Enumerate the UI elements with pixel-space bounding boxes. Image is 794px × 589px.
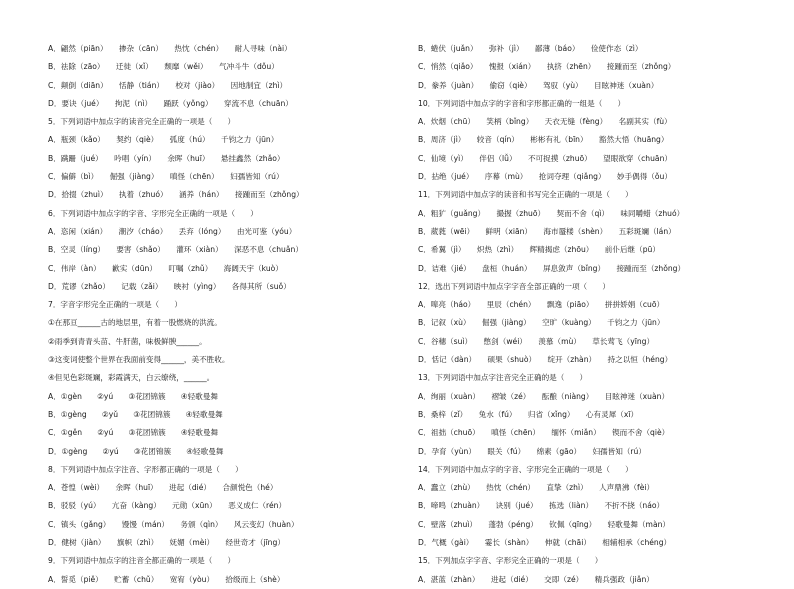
right-column-line: 15．下列加点字字音、字形完全正确的一项是（ ）	[418, 556, 603, 566]
right-column	[418, 40, 774, 589]
left-column-line: 5．下列词语中加点字的读音完全正确的一项是（ ）	[48, 117, 236, 127]
left-column-line: C．伟岸（àn） 歉实（dūn） 叮嘱（zhǔ） 海阔天宇（kuò）	[48, 263, 283, 273]
left-column-line: D．①gèng ②yú ③花团锦簇 ④轻歌曼舞	[48, 446, 224, 456]
left-column-line: D．拾掇（zhuì） 执着（zhuó） 涵养（hán） 接踵而至（zhǒng）	[48, 190, 304, 200]
right-column-line: D．孕育（yùn） 眼关（fú） 绵素（gāo） 妇孺皆知（rú）	[418, 446, 646, 456]
left-column-line: A．翩然（piān） 掺杂（cān） 热忱（chén） 耐人寻味（nài）	[48, 44, 292, 53]
right-column-line: C．祖拙（chuō） 嗔怪（chēn） 缅怀（miǎn） 锲而不舍（qiè）	[418, 428, 670, 438]
left-column-line: ①在那亘______古的地层里，有着一股燃烧的洪流。	[48, 318, 222, 328]
left-column-line: C．颠倒（diān） 恬静（tián） 校对（jiào） 因地制宜（zhì）	[48, 80, 288, 90]
right-column-line: 13．下列词语中加点字注音完全正确的是（ ）	[418, 373, 588, 383]
right-column-line: C．悄然（qiǎo） 愧报（xián） 执挤（zhēn） 接踵而至（zhǒng）	[418, 62, 676, 72]
left-column-line: A．①gèn ②yú ③花团锦簇 ④轻歌曼舞	[48, 391, 218, 401]
left-column-line: C．①gěn ②yú ③花团锦簇 ④轻歌曼舞	[48, 428, 219, 438]
right-column-line: D．拈绝（jué） 序幕（mù） 抢词夺理（qiǎng） 妙手偶得（ǒu）	[418, 172, 672, 182]
right-column-line: A．粗犷（guǎng） 撮握（zhuō） 契而不舍（qì） 味同嚼蜡（zhuó）	[418, 208, 685, 218]
right-column-line: A．蠢立（zhù） 热忱（chén） 直挚（zhì） 人声鼎沸（fèi）	[418, 483, 655, 493]
right-column-line: 14．下列词语中加点字的字音、字形完全正确的一项是（ ）	[418, 464, 633, 474]
right-column-line: C．希翼（jì） 炽热（zhì） 辉精揭虑（zhōu） 前仆后继（pū）	[418, 245, 660, 255]
right-column-line: A．炊烟（chū） 笑柄（bǐng） 天衣无缝（fèng） 名副其实（fù）	[418, 117, 672, 127]
right-column-line: D．豢养（juàn） 偷窃（qiè） 驾驭（yù） 目眩神迷（xuàn）	[418, 80, 659, 90]
right-column-line: B．周济（jì） 较音（qín） 彬彬有礼（bīn） 豁然大悟（huāng）	[418, 135, 669, 145]
right-column-line: D．气概（gài） 霎长（shàn） 伸就（chāi） 相辅相承（chéng）	[418, 538, 672, 548]
right-column-line: C．谷穗（suì） 憋剑（wéi） 羡慕（mù） 草长莺飞（yīng）	[418, 336, 655, 346]
right-column-line: 12．选出下列词语中加点字字音全部正确的一项（ ）	[418, 281, 610, 291]
left-column-line: B．①gèng ②yǔ ③花团锦簇 ④轻歌曼舞	[48, 409, 223, 419]
left-column-line: D．要诀（jué） 拘泥（nì） 踊跃（yǒng） 穿流不息（chuān）	[48, 98, 293, 108]
left-column-line: C．镇头（gǎng） 馒馒（mán） 务颁（qìn） 风云变幻（huàn）	[48, 519, 299, 529]
left-column-line: A．苍惶（wèi） 余晖（huī） 进起（dié） 合颜悦色（hé）	[48, 483, 278, 493]
right-column-line: D．恬记（dàn） 硕果（shuò） 绽开（zhàn） 持之以恒（héng）	[418, 355, 673, 365]
left-column-line: B．空灵（líng） 要害（shǎo） 灌环（xiàn） 深恶不息（chuǎn）	[48, 245, 303, 255]
right-column-line: A．嗥亮（háo） 里辰（chén） 飘逸（piāo） 拼拼娇娟（cuō）	[418, 300, 665, 310]
right-column-line: A．湛蓝（zhàn） 进起（dié） 交即（zé） 精兵强政（jiǎn）	[418, 574, 654, 584]
left-column-line: ②雨季到青青头苗、牛肝菌，味极鲜腴______。	[48, 336, 207, 346]
left-column-line: B．祛除（zāo） 迁徙（xǐ） 颓靡（wěi） 气冲斗牛（dǒu）	[48, 62, 279, 72]
right-column-line: C．仙境（yì） 伴侣（lǚ） 不可捉摸（zhuō） 望眼欲穿（chuān）	[418, 153, 672, 163]
right-column-line: A．绚丽（xuàn） 褶皱（zé） 酝酿（niàng） 目眩神迷（xuàn）	[418, 391, 670, 401]
right-column-line: B．蜷伏（juǎn） 弥补（jì） 鄙薄（báo） 俭使作态（zì）	[418, 44, 643, 53]
left-column-line: 7．字音字形完全正确的一项是（ ）	[48, 300, 182, 310]
left-column-line: 9．下列词语中加点字的注音全都正确的一项是（ ）	[48, 556, 236, 566]
right-column-line: B．啼鸣（zhuàn） 诀别（jué） 拣选（liàn） 不折不挠（náo）	[418, 501, 665, 511]
left-column-line: D．荒谬（zhǎo） 记载（zǎi） 映衬（yìng） 各得其所（suǒ）	[48, 281, 291, 291]
right-column-line: 10．下列词语中加点字的字音和字形都正确的一组是（ ）	[418, 98, 626, 108]
left-column-line: A．瓶颈（kǎo） 契约（qiè） 弧度（hú） 千钧之力（jūn）	[48, 135, 279, 145]
right-column-line: C．壁落（zhuì） 蓬勃（péng） 钦佩（qīng） 轻歌曼舞（màn）	[418, 519, 671, 529]
left-column-line: B．驳驳（yú） 亢奋（kàng） 元勋（xūn） 恶义成仁（rén）	[48, 501, 287, 511]
right-column-line: 11．下列词语中加点字的读音和书写完全正确的一项是（ ）	[418, 190, 633, 200]
right-column-line: B．葳蕤（wēi） 鲜明（xiān） 海市蜃楼（shèn） 五彩斑斓（lán）	[418, 226, 676, 236]
left-column-line: C．偏僻（bì） 倔强（jiàng） 嗔怪（chēn） 妇孺皆知（rú）	[48, 172, 284, 182]
left-column-line: ③这变词使整个世界在我面前变得______，美不胜收。	[48, 355, 230, 365]
right-column-line: B．桑梓（zǐ） 兔水（fú） 归省（xǐng） 心有灵犀（xī）	[418, 409, 639, 419]
left-column-line: A．恣闲（xián） 潮汐（cháo） 丢弃（lóng） 由光可鉴（yóu）	[48, 226, 297, 236]
left-column-line: D．健树（jiàn） 旗帜（zhì） 妩媚（mèi） 经世奇才（jīng）	[48, 538, 285, 548]
left-column-line: 8．下列词语中加点字注音、字形都正确的一项是（ ）	[48, 464, 243, 474]
left-column-line: 6．下列词语中加点字的字音、字形完全正确的一项是（ ）	[48, 208, 258, 218]
left-column	[48, 40, 404, 589]
right-column-line: D．诘难（jié） 盘桓（huán） 屏息敛声（bǐng） 接踵而至（zhǒng）	[418, 263, 686, 273]
left-column-line: A．誓觅（piě） 贮蓄（chǔ） 宽宥（yòu） 拾级而上（shè）	[48, 574, 285, 584]
right-column-line: B．记叙（xù） 倔强（jiàng） 空旷（kuàng） 千钧之力（jūn）	[418, 318, 665, 328]
left-column-line: ④但见色彩斑斓，彩霞满天，白云缭绕，______。	[48, 373, 215, 383]
left-column-line: B．蹒跚（jué） 吟唱（yín） 余晖（huī） 悬挂鑫然（zhǎo）	[48, 153, 285, 163]
